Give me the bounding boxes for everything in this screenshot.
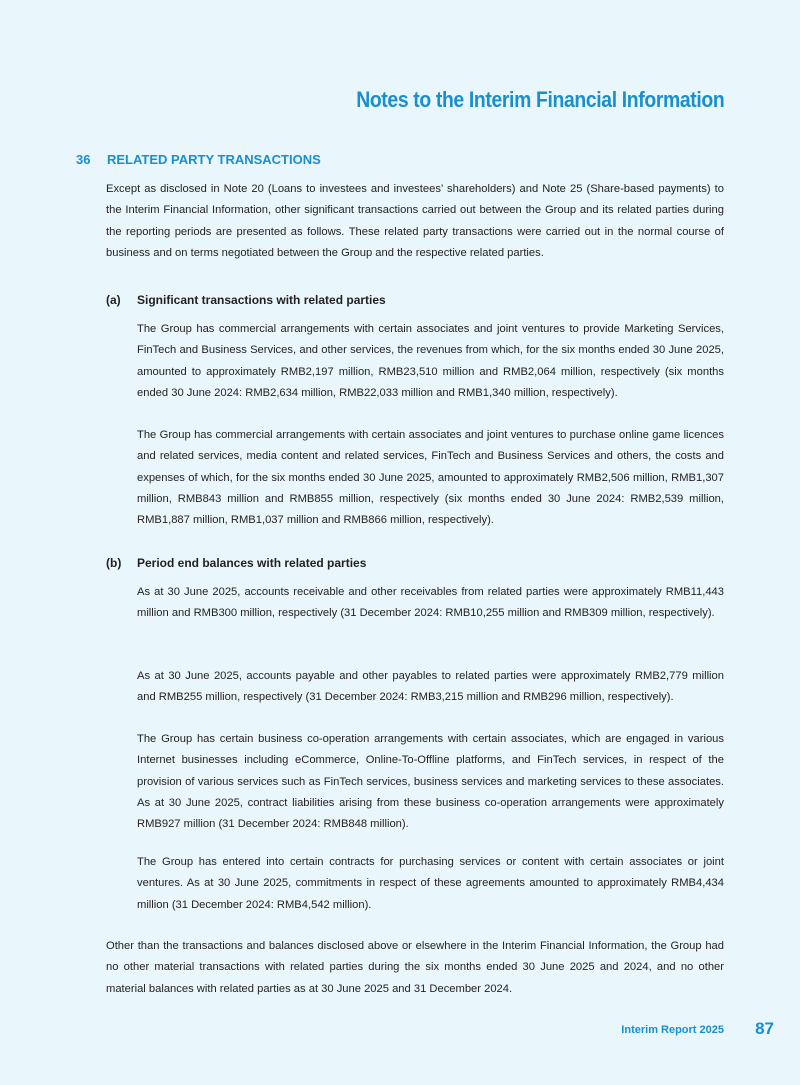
page-title: Notes to the Interim Financial Information — [355, 87, 724, 112]
footer-report-label: Interim Report 2025 — [621, 1024, 724, 1036]
subsection-a-letter: (a) — [106, 293, 121, 307]
subsection-b-paragraph-4: The Group has entered into certain contracts for purchasing services or content with certain associates or joint ventures. As at 30 June 2025, commitments in respect of these agreements amounted to approximately RMB4,434 million (31 December 2024: RMB4,542 million). — [137, 856, 724, 911]
subsection-a-paragraph-1: The Group has commercial arrangements with certain associates and joint ventures to provide Marketing Services, FinTech and Business Services, and other services, the revenues from which, for the six months ended 30 June 2025, amounted to approximately RMB2,197 million, RMB23,510 million and RMB2,064 million, respectively (six months ended 30 June 2024: RMB2,634 million, RMB22,033 million and RMB1,340 million, respectively). — [137, 323, 724, 399]
section-number: 36 — [76, 152, 91, 167]
subsection-b-paragraph-1: As at 30 June 2025, accounts receivable and other receivables from related parties were approximately RMB11,443 million and RMB300 million, respectively (31 December 2024: RMB10,255 million and RMB309 million, respectively). — [137, 586, 724, 620]
subsection-b-title: Period end balances with related parties — [137, 556, 367, 570]
intro-paragraph: Except as disclosed in Note 20 (Loans to investees and investees’ shareholders) and Note 25 (Share-based payments) to the Interim Financial Information, other significant transactions carried out between the Group and its related parties during the reporting periods are presented as follows. These related party transactions were carried out in the normal course of business and on terms negotiated between the Group and the respective related parties. — [106, 183, 724, 259]
subsection-b-paragraph-3: The Group has certain business co-operation arrangements with certain associates, which are engaged in various Internet businesses including eCommerce, Online-To-Offline platforms, and FinTech services, in respect of the provision of various services such as FinTech services, business services and marketing services to these associates. As at 30 June 2025, contract liabilities arising from these business co-operation arrangements were approximately RMB927 million (31 December 2024: RMB848 million). — [137, 733, 724, 831]
subsection-a-title: Significant transactions with related parties — [137, 293, 386, 307]
section-title: RELATED PARTY TRANSACTIONS — [107, 152, 321, 167]
closing-paragraph: Other than the transactions and balances disclosed above or elsewhere in the Interim Financial Information, the Group had no other material transactions with related parties during the six months ended 30 June 2025 and 2024, and no other material balances with related parties as at 30 June 2025 and 31 December 2024. — [106, 940, 724, 995]
subsection-b-paragraph-2: As at 30 June 2025, accounts payable and other payables to related parties were approximately RMB2,779 million and RMB255 million, respectively (31 December 2024: RMB3,215 million and RMB296 million, respectively). — [137, 670, 724, 704]
page-number: 87 — [755, 1019, 774, 1038]
subsection-b-heading — [106, 556, 366, 570]
subsection-a-heading — [106, 293, 386, 307]
section-heading — [76, 152, 321, 167]
subsection-b-letter: (b) — [106, 556, 122, 570]
subsection-a-paragraph-2: The Group has commercial arrangements with certain associates and joint ventures to purchase online game licences and related services, media content and related services, FinTech and Business Services and others, the costs and expenses of which, for the six months ended 30 June 2025, amounted to approximately RMB2,506 million, RMB1,307 million, RMB843 million and RMB855 million, respectively (six months ended 30 June 2024: RMB2,539 million, RMB1,887 million, RMB1,037 million and RMB866 million, respectively). — [137, 429, 724, 527]
